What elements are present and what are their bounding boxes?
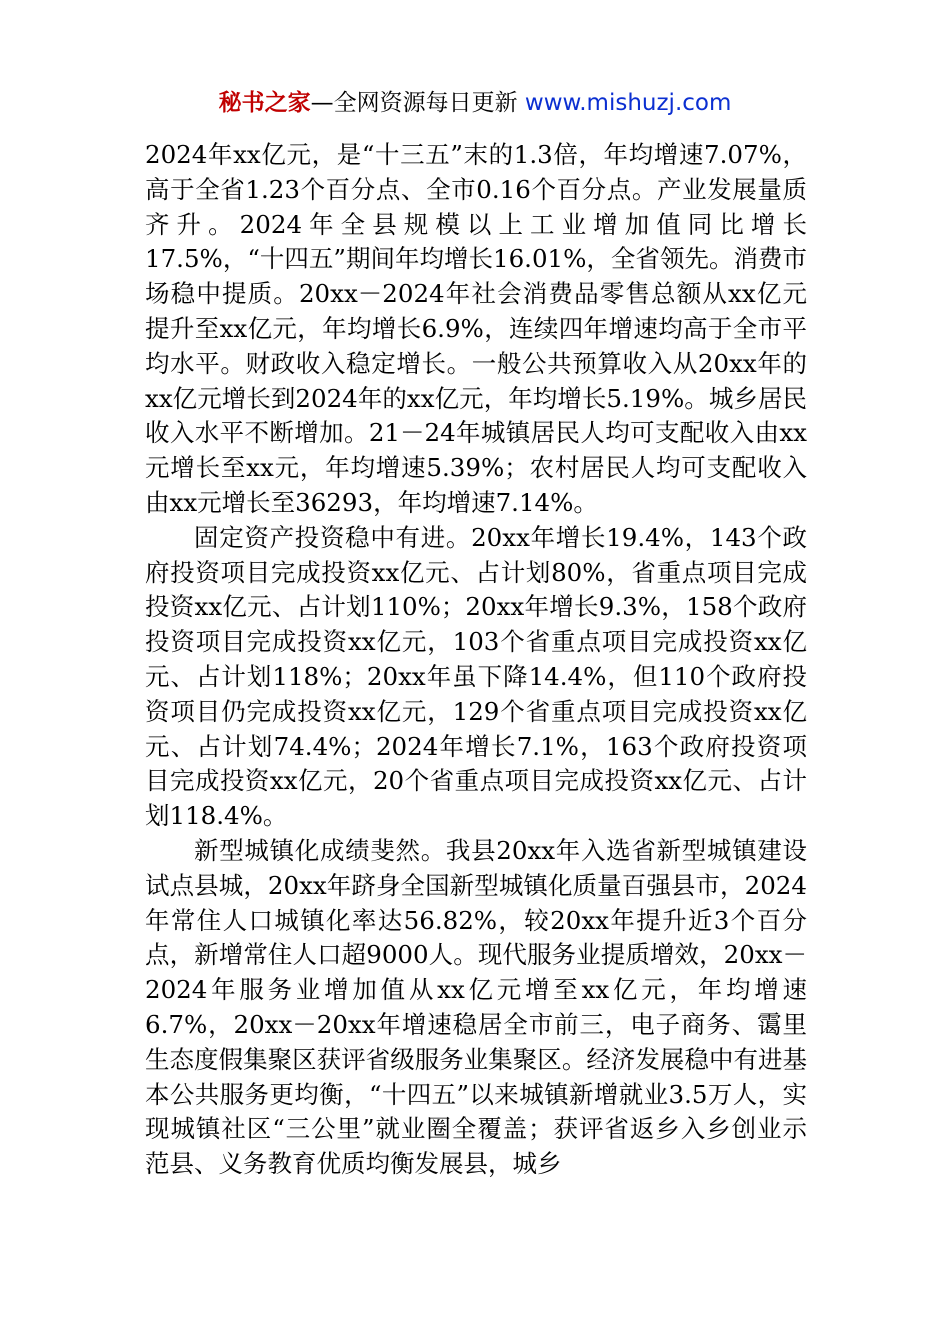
paragraph-economy: 2024年xx亿元，是“十三五”末的1.3倍，年均增速7.07%，高于全省1.23个百分点、全市0.16个百分点。产业发展量质齐升。2024年全县规模以上工业增加值同比增长17.5%，“十四五”期间年均增长16.01%，全省领先。消费市场稳中提质。20xx－2024年社会消费品零售总额从xx亿元提升至xx亿元，年均增长6.9%，连续四年增速均高于全市平均水平。财政收入稳定增长。一般公共预算收入从20xx年的xx亿元增长到2024年的xx亿元，年均增长5.19%。城乡居民收入水平不断增加。21－24年城镇居民人均可支配收入由xx元增长至xx元，年均增速5.39%；农村居民人均可支配收入由xx元增长至36293，年均增速7.14%。: [145, 140, 807, 517]
site-header: [0, 86, 950, 120]
document-body: [145, 138, 807, 1182]
brand-name: 秘书之家: [218, 90, 311, 116]
paragraph-urbanization: 新型城镇化成绩斐然。我县20xx年入选省新型城镇建设试点县城，20xx年跻身全国新型城镇化质量百强县市，2024年常住人口城镇化率达56.82%，较20xx年提升近3个百分点，新增常住人口超9000人。现代服务业提质增效，20xx－2024年服务业增加值从xx亿元增至xx亿元，年均增速6.7%，20xx－20xx年增速稳居全市前三，电子商务、霭里生态度假集聚区获评省级服务业集聚区。经济发展稳中有进基本公共服务更均衡，“十四五”以来城镇新增就业3.5万人，实现城镇社区“三公里”就业圈全覆盖；获评省返乡入乡创业示范县、义务教育优质均衡发展县，城乡: [145, 835, 807, 1179]
paragraph-investment: 固定资产投资稳中有进。20xx年增长19.4%，143个政府投资项目完成投资xx亿元、占计划80%，省重点项目完成投资xx亿元、占计划110%；20xx年增长9.3%，158个政府投资项目完成投资xx亿元，103个省重点项目完成投资xx亿元、占计划118%；20xx年虽下降14.4%，但110个政府投资项目仍完成投资xx亿元，129个省重点项目完成投资xx亿元、占计划74.4%；2024年增长7.1%，163个政府投资项目完成投资xx亿元，20个省重点项目完成投资xx亿元、占计划118.4%。: [145, 522, 807, 831]
header-slogan: —全网资源每日更新: [310, 90, 525, 116]
website-link[interactable]: www.mishuzj.com: [524, 90, 732, 116]
